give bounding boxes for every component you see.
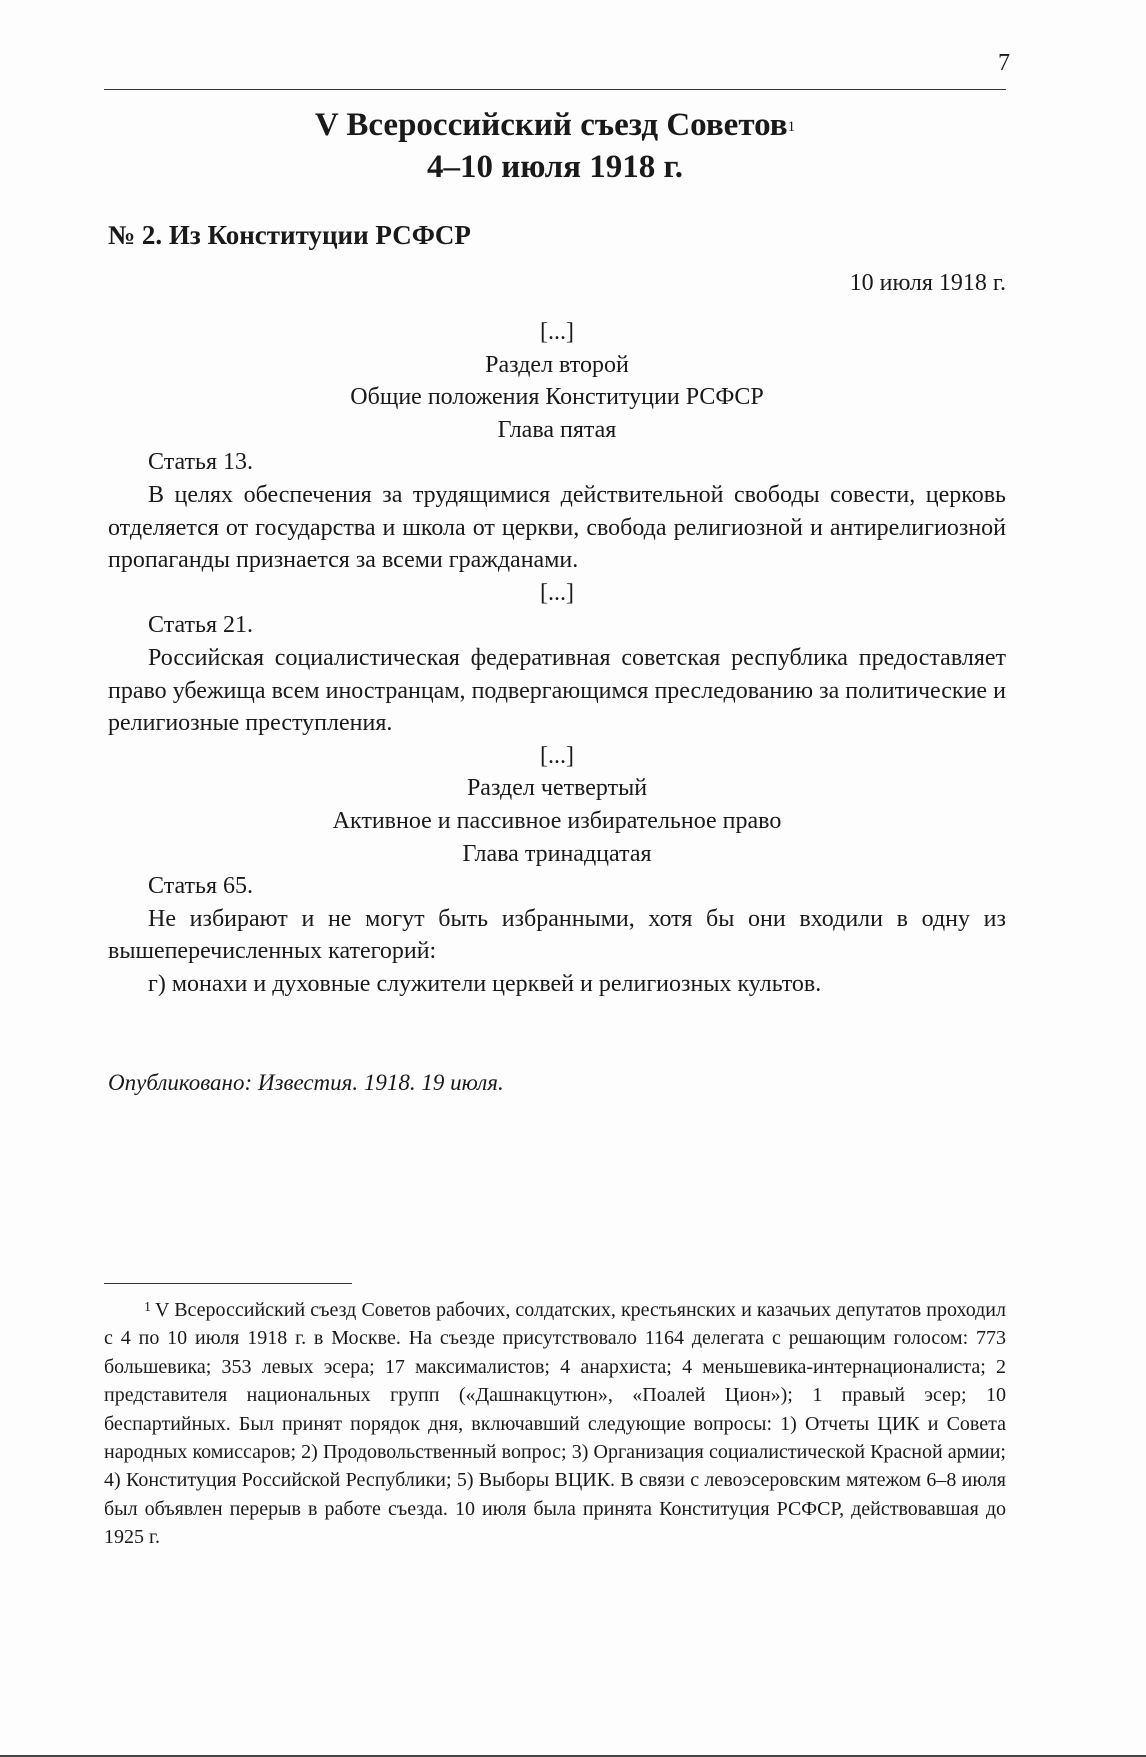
document-body <box>108 316 1006 1000</box>
section-title: Раздел второй <box>485 351 629 378</box>
title-line-2: 4–10 июля 1918 г. <box>426 149 684 185</box>
article-label: Статья 21. <box>148 612 253 639</box>
footnote-text: V Всероссийский съезд Советов рабочих, солдатских, крестьянских и казачьих депутатов проходил с 4 по 10 июля 1918 г. в Москве. На съезде присутствовало 1164 делегата с решающим голосом: 773 большевика; 353 левых эсера; 17 максималистов; 4 анархиста; 4 меньшевика-интернационалиста; 2 представителя национальных групп («Дашнакцутюн», «Поалей Цион»); 1 правый эсер; 10 беспартийных. Был принят порядок дня, включавший следующие вопросы: 1) Отчеты ЦИК и Совета народных комиссаров; 2) Продовольственный вопрос; 3) Организация социалистической Красной армии; 4) Конституция Российской Республики; 5) Выборы ВЦИК. В связи с левоэсеровским мятежом 6–8 июля был объявлен перерыв в работе съезда. 10 июля была принята Конституция РСФСР, действовавшая до 1925 г. <box>104 1299 1006 1549</box>
article-label: Статья 65. <box>148 873 253 900</box>
article-label: Статья 13. <box>148 449 253 476</box>
source-note: Опубликовано: Известия. 1918. 19 июля. <box>108 1070 504 1095</box>
document-date: 10 июля 1918 г. <box>849 270 1006 296</box>
article-text: В целях обеспечения за трудящимися действительной свободы совести, церковь отделяется от государства и школа от церкви, свобода религиозной и антирелигиозной пропаганды признается за всеми гражданами. <box>108 481 1006 574</box>
ellipsis: [...] <box>540 579 574 606</box>
section-subtitle: Активное и пассивное избирательное право <box>332 807 782 834</box>
article-text: Российская социалистическая федеративная советская республика предоставляет право убежища всем иностранцам, подвергающимся преследованию за политические и религиозные преступления. <box>108 644 1006 737</box>
section-subtitle: Общие положения Конституции РСФСР <box>350 384 764 411</box>
page-title <box>104 104 1006 188</box>
document-heading: № 2. Из Конституции РСФСР <box>108 220 471 250</box>
footnote-ref[interactable]: 1 <box>787 119 796 135</box>
section-title: Раздел четвертый <box>466 775 648 802</box>
footnote-rule <box>104 1283 352 1284</box>
footnote-number: 1 <box>144 1300 151 1315</box>
title-line-1 <box>104 104 1006 146</box>
header-rule <box>104 89 1006 90</box>
title-text: V Всероссийский съезд Советов <box>314 107 788 143</box>
article-text: Не избирают и не могут быть избранными, хотя бы они входили в одну из вышеперечисленных категорий: <box>108 905 1006 965</box>
article-list-item: г) монахи и духовные служители церквей и религиозных культов. <box>148 970 822 997</box>
ellipsis: [...] <box>540 319 574 345</box>
chapter-title: Глава тринадцатая <box>462 840 652 867</box>
ellipsis: [...] <box>540 742 574 769</box>
chapter-title: Глава пятая <box>497 416 617 443</box>
page-number: 7 <box>998 50 1010 76</box>
footnote <box>104 1296 1006 1552</box>
